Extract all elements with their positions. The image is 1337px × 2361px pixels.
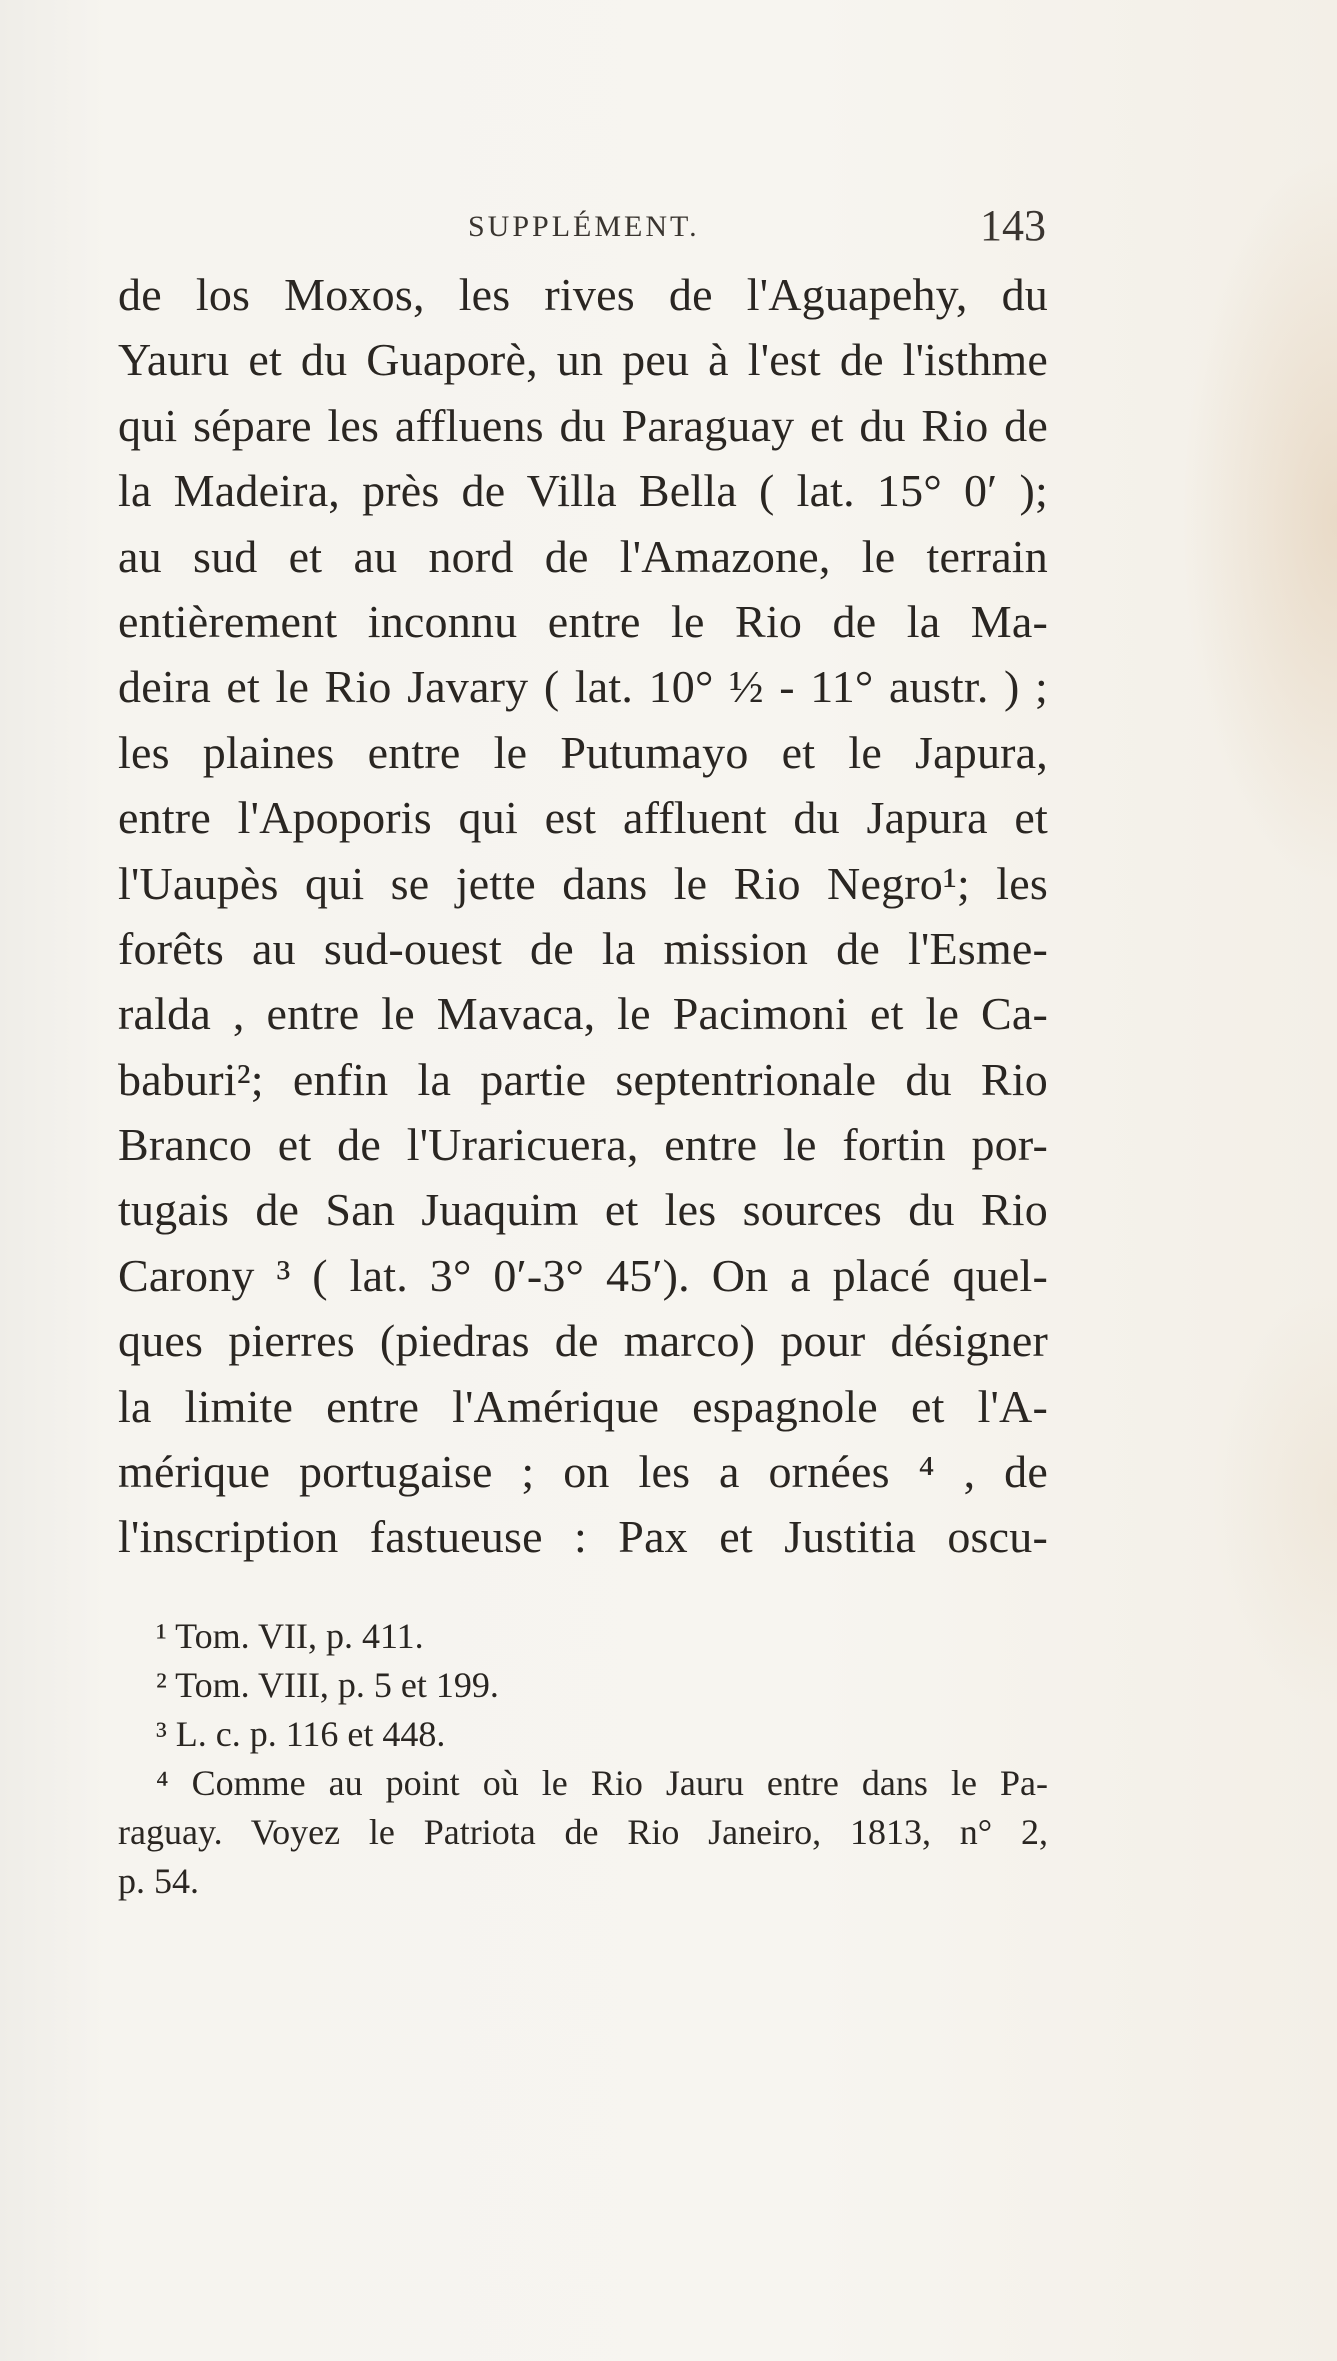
text-line: forêts au sud-ouest de la mission de l'Esme- — [118, 922, 1048, 974]
text-line: l'inscription fastueuse : Pax et Justitia oscu- — [118, 1511, 1048, 1563]
footnote: ³ L. c. p. 116 et 448. — [156, 1714, 446, 1754]
text-line: Carony ³ ( lat. 3° 0′-3° 45′). On a placé quel- — [118, 1249, 1048, 1301]
footnotes — [118, 1612, 1048, 1906]
text-line: ralda , entre le Mavaca, le Pacimoni et le Ca- — [118, 988, 1048, 1040]
text-line: Branco et de l'Uraricuera, entre le fortin por- — [118, 1119, 1048, 1171]
text-line: au sud et au nord de l'Amazone, le terrain — [118, 530, 1048, 582]
footnote: ¹ Tom. VII, p. 411. — [156, 1616, 424, 1656]
running-head: SUPPLÉMENT. — [468, 210, 700, 243]
text-line: qui sépare les affluens du Paraguay et du Rio de — [118, 399, 1048, 451]
footnote-continuation: raguay. Voyez le Patriota de Rio Janeiro, 1813, n° 2, — [118, 1812, 1048, 1852]
footnote: ⁴ Comme au point où le Rio Jauru entre dans le Pa- — [156, 1763, 1048, 1803]
text-line: l'Uaupès qui se jette dans le Rio Negro¹; les — [118, 857, 1048, 909]
text-line: deira et le Rio Javary ( lat. 10° ½ - 11° austr. ) ; — [118, 661, 1048, 713]
text-line: les plaines entre le Putumayo et le Japura, — [118, 726, 1048, 778]
text-line: Yauru et du Guaporè, un peu à l'est de l'isthme — [118, 334, 1048, 386]
text-line: de los Moxos, les rives de l'Aguapehy, du — [118, 269, 1048, 320]
text-line: entièrement inconnu entre le Rio de la Ma- — [118, 595, 1048, 647]
text-line: baburi²; enfin la partie septentrionale du Rio — [118, 1053, 1048, 1105]
page-header — [118, 200, 1046, 248]
text-line: la limite entre l'Amérique espagnole et l'A- — [118, 1380, 1048, 1432]
text-line: mérique portugaise ; on les a ornées ⁴ , de — [118, 1446, 1048, 1498]
text-line: tugais de San Juaquim et les sources du Rio — [118, 1184, 1048, 1236]
text-line: ques pierres (piedras de marco) pour désigner — [118, 1315, 1048, 1367]
footnote-continuation: p. 54. — [118, 1861, 199, 1901]
footnote: ² Tom. VIII, p. 5 et 199. — [156, 1665, 499, 1705]
main-text — [118, 262, 1048, 1570]
text-line: la Madeira, près de Villa Bella ( lat. 15° 0′ ); — [118, 465, 1048, 517]
text-line: entre l'Apoporis qui est affluent du Japura et — [118, 792, 1048, 844]
page-number: 143 — [980, 201, 1046, 250]
